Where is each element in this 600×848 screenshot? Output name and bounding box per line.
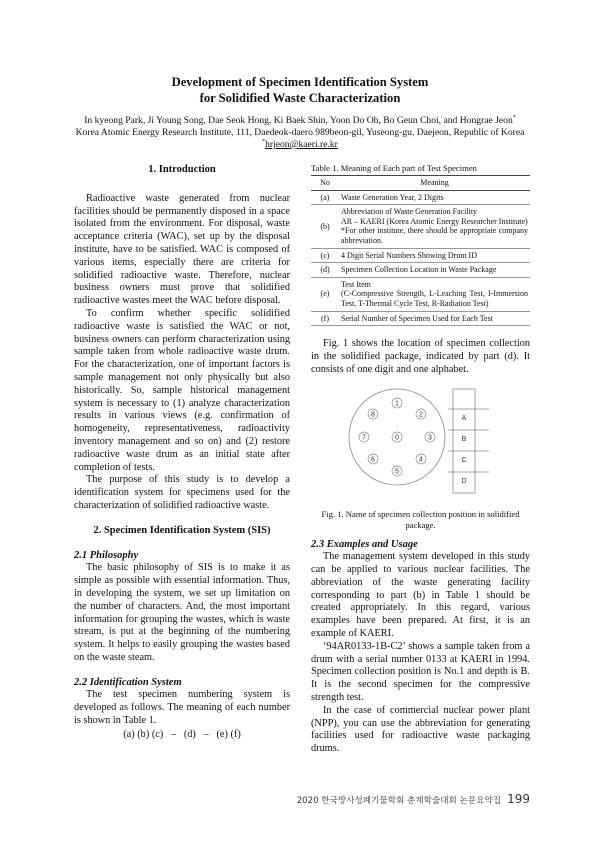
table-row xyxy=(311,277,530,311)
meaning-line: Test Item xyxy=(341,279,371,289)
depth-label-B: B xyxy=(461,435,467,443)
figure-intro-paragraph: Fig. 1 shows the location of specimen collection in the solidified package, indicated by part (d). It consists of one digit and one alphabet. xyxy=(311,338,530,375)
point-label: 5 xyxy=(395,468,399,476)
collection-point-5 xyxy=(392,466,402,476)
row-no: (c) xyxy=(311,248,339,263)
point-label: 2 xyxy=(419,411,423,419)
philosophy-heading: 2.1 Philosophy xyxy=(74,549,139,561)
point-label: 1 xyxy=(395,400,399,408)
numbering-format: (a) (b) (c) – (d) – (e) (f) xyxy=(123,728,241,740)
table-row xyxy=(311,190,530,205)
meaning-line: Waste Generation Year, 2 Digits xyxy=(341,192,444,202)
specimen-position-figure xyxy=(311,387,530,497)
examples-paragraph-1: The management system developed in this study can be applied to various nuclear facilities. The abbreviation of the waste generating facility corresponding to part (b) in Table 1 should be created appropriately. In this regard, various examples have been prepared. At first, it is an example of KAERI. xyxy=(311,551,530,640)
intro-paragraph-2: To confirm whether specific solidified radioactive waste is satisfied the WAC or not, business owners can perform characterization using sample taken from whole radioactive waste drum. For the characterization, one of important factors is sample management not only physically but also historically. So, sample historical management system is necessary to (1) analyze characterization results in various views (e.g. confirmation of homogeneity, representativeness, radioactivity inventory management and so on) and (2) restore radioactive waste drum as an initial state after completion of tests. xyxy=(74,307,290,473)
sis-heading: 2. Specimen Identification System (SIS) xyxy=(93,524,271,536)
collection-point-0 xyxy=(392,432,402,442)
point-label: 8 xyxy=(371,411,375,419)
collection-point-1 xyxy=(392,398,402,408)
meaning-line: (C-Compressive Strength, L-Leaching Test, I-Immersion Test, T-Thermal Cycle Test, R-Radiation Test) xyxy=(341,289,528,308)
meaning-line: Abbreviation of Waste Generation Facility xyxy=(341,207,478,217)
identification-paragraph: The test specimen numbering system is developed as follows. The meaning of each number is shown in Table 1. xyxy=(74,689,290,727)
table-caption: Table 1. Meaning of Each part of Test Specimen xyxy=(311,163,477,173)
point-label: 3 xyxy=(428,434,432,442)
meaning-table xyxy=(311,175,530,326)
table-row xyxy=(311,248,530,263)
page-number: 199 xyxy=(507,792,530,806)
row-no: (a) xyxy=(311,190,339,205)
collection-point-8 xyxy=(368,409,378,419)
intro-heading: 1. Introduction xyxy=(148,164,216,175)
examples-heading: 2.3 Examples and Usage xyxy=(311,538,418,550)
depth-label-A: A xyxy=(461,414,467,422)
identification-heading: 2.2 Identification System xyxy=(74,676,182,688)
examples-paragraph-3: In the case of commercial nuclear power plant (NPP), you can use the abbreviation for generating facilities used for radioactive waste packaging drums. xyxy=(311,704,530,755)
depth-label-C: C xyxy=(461,456,467,464)
right-column xyxy=(311,163,530,756)
paper-title xyxy=(0,74,600,106)
col-no-header: No xyxy=(311,176,339,191)
row-meaning xyxy=(339,263,530,278)
row-meaning xyxy=(339,205,530,248)
row-meaning xyxy=(339,277,530,311)
figure-caption: Fig. 1. Name of specimen collection position in solidified package. xyxy=(321,509,520,530)
email-link[interactable]: hrjeon@kaeri.re.kr xyxy=(265,139,338,150)
point-label: 7 xyxy=(362,434,366,442)
collection-point-3 xyxy=(425,432,435,442)
meaning-line: Serial Number of Specimen Used for Each Test xyxy=(341,313,493,323)
table-header-row xyxy=(311,176,530,191)
collection-point-4 xyxy=(416,454,426,464)
collection-point-2 xyxy=(416,409,426,419)
footer-proceedings: 2020 한국방사성폐기물학회 춘계학술대회 논문요약집 xyxy=(296,796,502,806)
page-footer xyxy=(297,792,530,806)
col-meaning-header: Meaning xyxy=(339,176,530,191)
row-no: (e) xyxy=(311,277,339,311)
email-line: *hrjeon@kaeri.re.kr xyxy=(262,138,338,150)
row-no: (d) xyxy=(311,263,339,278)
meaning-line: 4 Digit Serial Numbers Showing Drum ID xyxy=(341,250,477,260)
meaning-line: Specimen Collection Location in Waste Package xyxy=(341,265,497,275)
title-line-1: Development of Specimen Identification System xyxy=(171,75,429,89)
affiliation: Korea Atomic Energy Research Institute, 111, Daedeok-daero 989beon-gil, Yuseong-gu, Daejeon, Republic of Korea xyxy=(75,127,525,138)
collection-point-6 xyxy=(368,454,378,464)
philosophy-paragraph: The basic philosophy of SIS is to make it as simple as possible with essential information. Thus, in developing the system, we set up limitation on the number of characters. And, the most important information for grouping the wastes, which is waste stream, is put at the beginning of the numbering system. It helps to easily grouping the wastes based on the waste steam. xyxy=(74,562,290,663)
intro-paragraph-3: The purpose of this study is to develop a identification system for specimens used for the characterization of solidified radioactive waste. xyxy=(74,474,290,511)
point-label: 6 xyxy=(371,456,375,464)
meaning-line: AR – KAERI (Korea Atomic Energy Researcher Institute) xyxy=(341,216,528,226)
row-meaning xyxy=(339,190,530,205)
table-row xyxy=(311,263,530,278)
meaning-line: *For other institute, there should be appropriate company abbreviation. xyxy=(341,226,528,245)
title-line-2: for Solidified Waste Characterization xyxy=(199,91,401,105)
collection-point-7 xyxy=(359,432,369,442)
depth-label-D: D xyxy=(461,477,467,485)
point-label: 4 xyxy=(419,456,423,464)
row-meaning xyxy=(339,248,530,263)
intro-paragraph-1: Radioactive waste generated from nuclear facilities should be permanently disposed in a space isolated from the environment. For disposal, waste acceptance criteria (WAC), set up by the disposal institute, have to be satisfied. WAC is composed of various items, especially there are criteria for solidified radioactive waste. Therefore, nuclear business owners must prove that solidified radioactive wastes meet the WAC before disposal. xyxy=(74,192,290,307)
row-meaning xyxy=(339,311,530,326)
row-no: (f) xyxy=(311,311,339,326)
point-label: 0 xyxy=(395,434,399,442)
examples-paragraph-2: ‘94AR0133-1B-C2’ shows a sample taken from a drum with a serial number 0133 at KAERI in 1994. Specimen collection position is No.1 and depth is B. It is the second specimen for the compressive strength test. xyxy=(311,640,530,704)
table-row xyxy=(311,311,530,326)
author-names: In kyeong Park, Ji Young Song, Dae Seok Hong, Ki Baek Shin, Yoon Do Oh, Bo Geun Choi, and Hongrae Jeon* xyxy=(84,114,516,126)
row-no: (b) xyxy=(311,205,339,248)
left-column xyxy=(74,164,290,742)
author-block xyxy=(40,115,560,151)
table-row xyxy=(311,205,530,248)
